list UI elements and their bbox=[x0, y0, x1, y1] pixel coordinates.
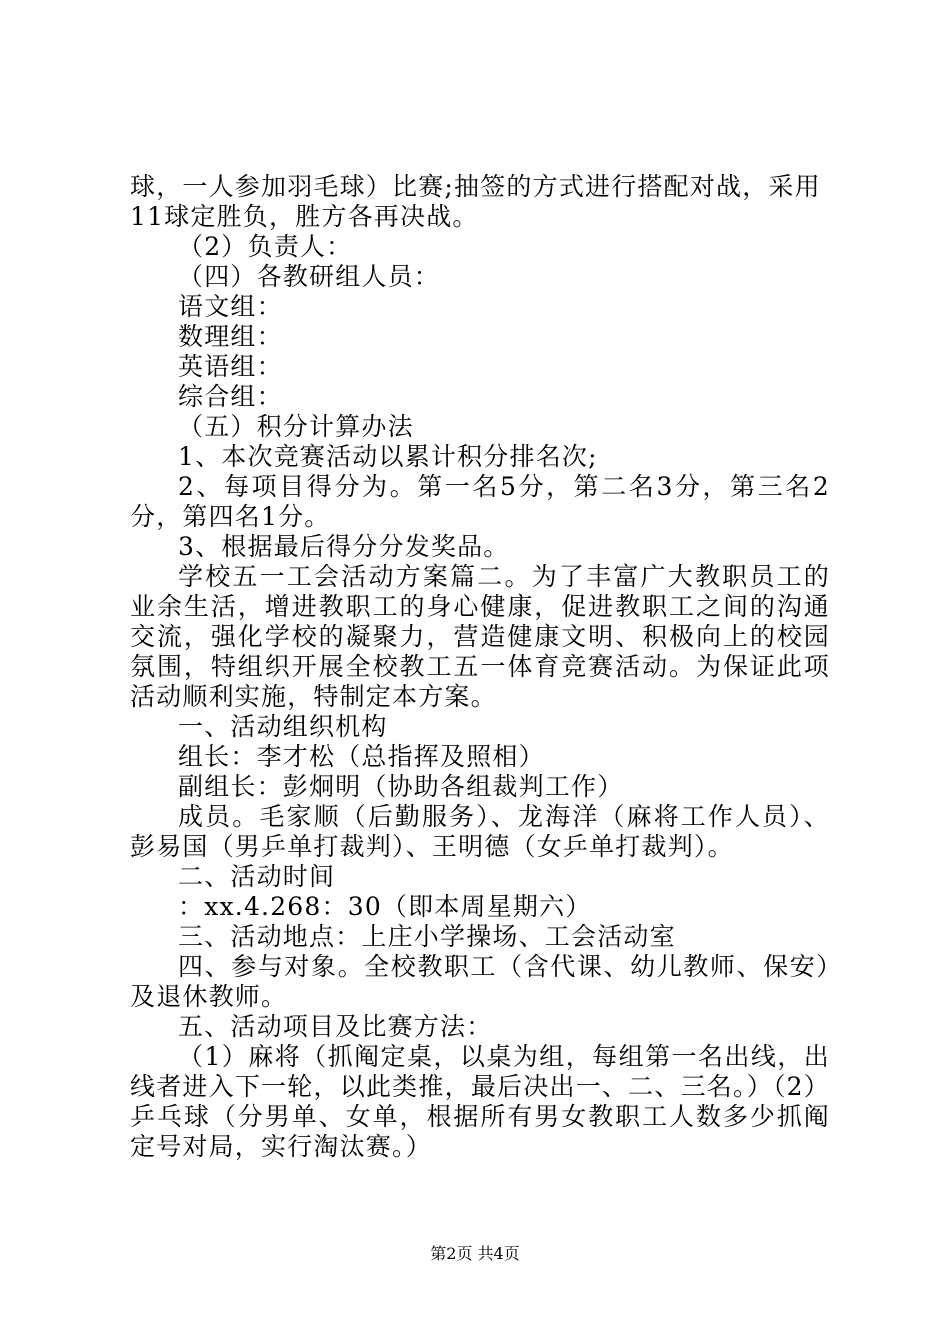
paragraph-line: 副组长：彭炯明（协助各组裁判工作） bbox=[178, 772, 624, 801]
paragraph-line: 五、活动项目及比赛方法： bbox=[178, 1012, 493, 1041]
paragraph-line: （1）麻将（抓阄定桌，以桌为组，每组第一名出线，出线者进入下一轮，以此类推，最后决出一、二、三名。）（2）乒乓球（分男单、女单，根据所有男女教职工人数多少抓阄定号对局，实行淘汰赛。） bbox=[130, 1042, 830, 1161]
paragraph-line: 语文组： bbox=[178, 292, 283, 321]
document-body bbox=[130, 172, 830, 1162]
paragraph-line: （四）各教研组人员： bbox=[178, 262, 441, 291]
paragraph-line: 球，一人参加羽毛球）比赛;抽签的方式进行搭配对战，采用 bbox=[130, 172, 821, 201]
paragraph-line: 一、活动组织机构 bbox=[178, 712, 388, 741]
paragraph-line: 英语组： bbox=[178, 352, 283, 381]
paragraph-line: （2）负责人： bbox=[178, 232, 353, 261]
paragraph-line: 四、参与对象。全校教职工（含代课、幼儿教师、保安）及退休教师。 bbox=[130, 952, 830, 1011]
paragraph-line: 综合组： bbox=[178, 382, 283, 411]
paragraph-line: 二、活动时间 bbox=[178, 862, 336, 891]
paragraph-line: 组长：李才松（总指挥及照相） bbox=[178, 742, 545, 771]
paragraph-line: 三、活动地点：上庄小学操场、工会活动室 bbox=[178, 922, 676, 951]
paragraph-line: 成员。毛家顺（后勤服务）、龙海洋（麻将工作人员）、彭易国（男乒单打裁判）、王明德（女乒单打裁判）。 bbox=[130, 802, 830, 861]
paragraph-line: 3、根据最后得分分发奖品。 bbox=[178, 532, 510, 561]
paragraph-line: 2、每项目得分为。第一名5分，第二名3分，第三名2分，第四名1分。 bbox=[130, 472, 830, 531]
paragraph-line: 学校五一工会活动方案篇二。为了丰富广大教职员工的业余生活，增进教职工的身心健康，促进教职工之间的沟通交流，强化学校的凝聚力，营造健康文明、积极向上的校园氛围，特组织开展全校教工五一体育竞赛活动。为保证此项活动顺利实施，特制定本方案。 bbox=[130, 562, 830, 711]
paragraph-line: 1、本次竞赛活动以累计积分排名次; bbox=[178, 442, 598, 471]
paragraph-line: ：xx.4.268：30（即本周星期六） bbox=[178, 892, 592, 921]
paragraph-line: （五）积分计算办法 bbox=[178, 412, 414, 441]
paragraph-line: 11球定胜负，胜方各再决战。 bbox=[130, 202, 479, 231]
page-footer: 第2页 共4页 bbox=[430, 1244, 520, 1263]
paragraph-line: 数理组： bbox=[178, 322, 283, 351]
